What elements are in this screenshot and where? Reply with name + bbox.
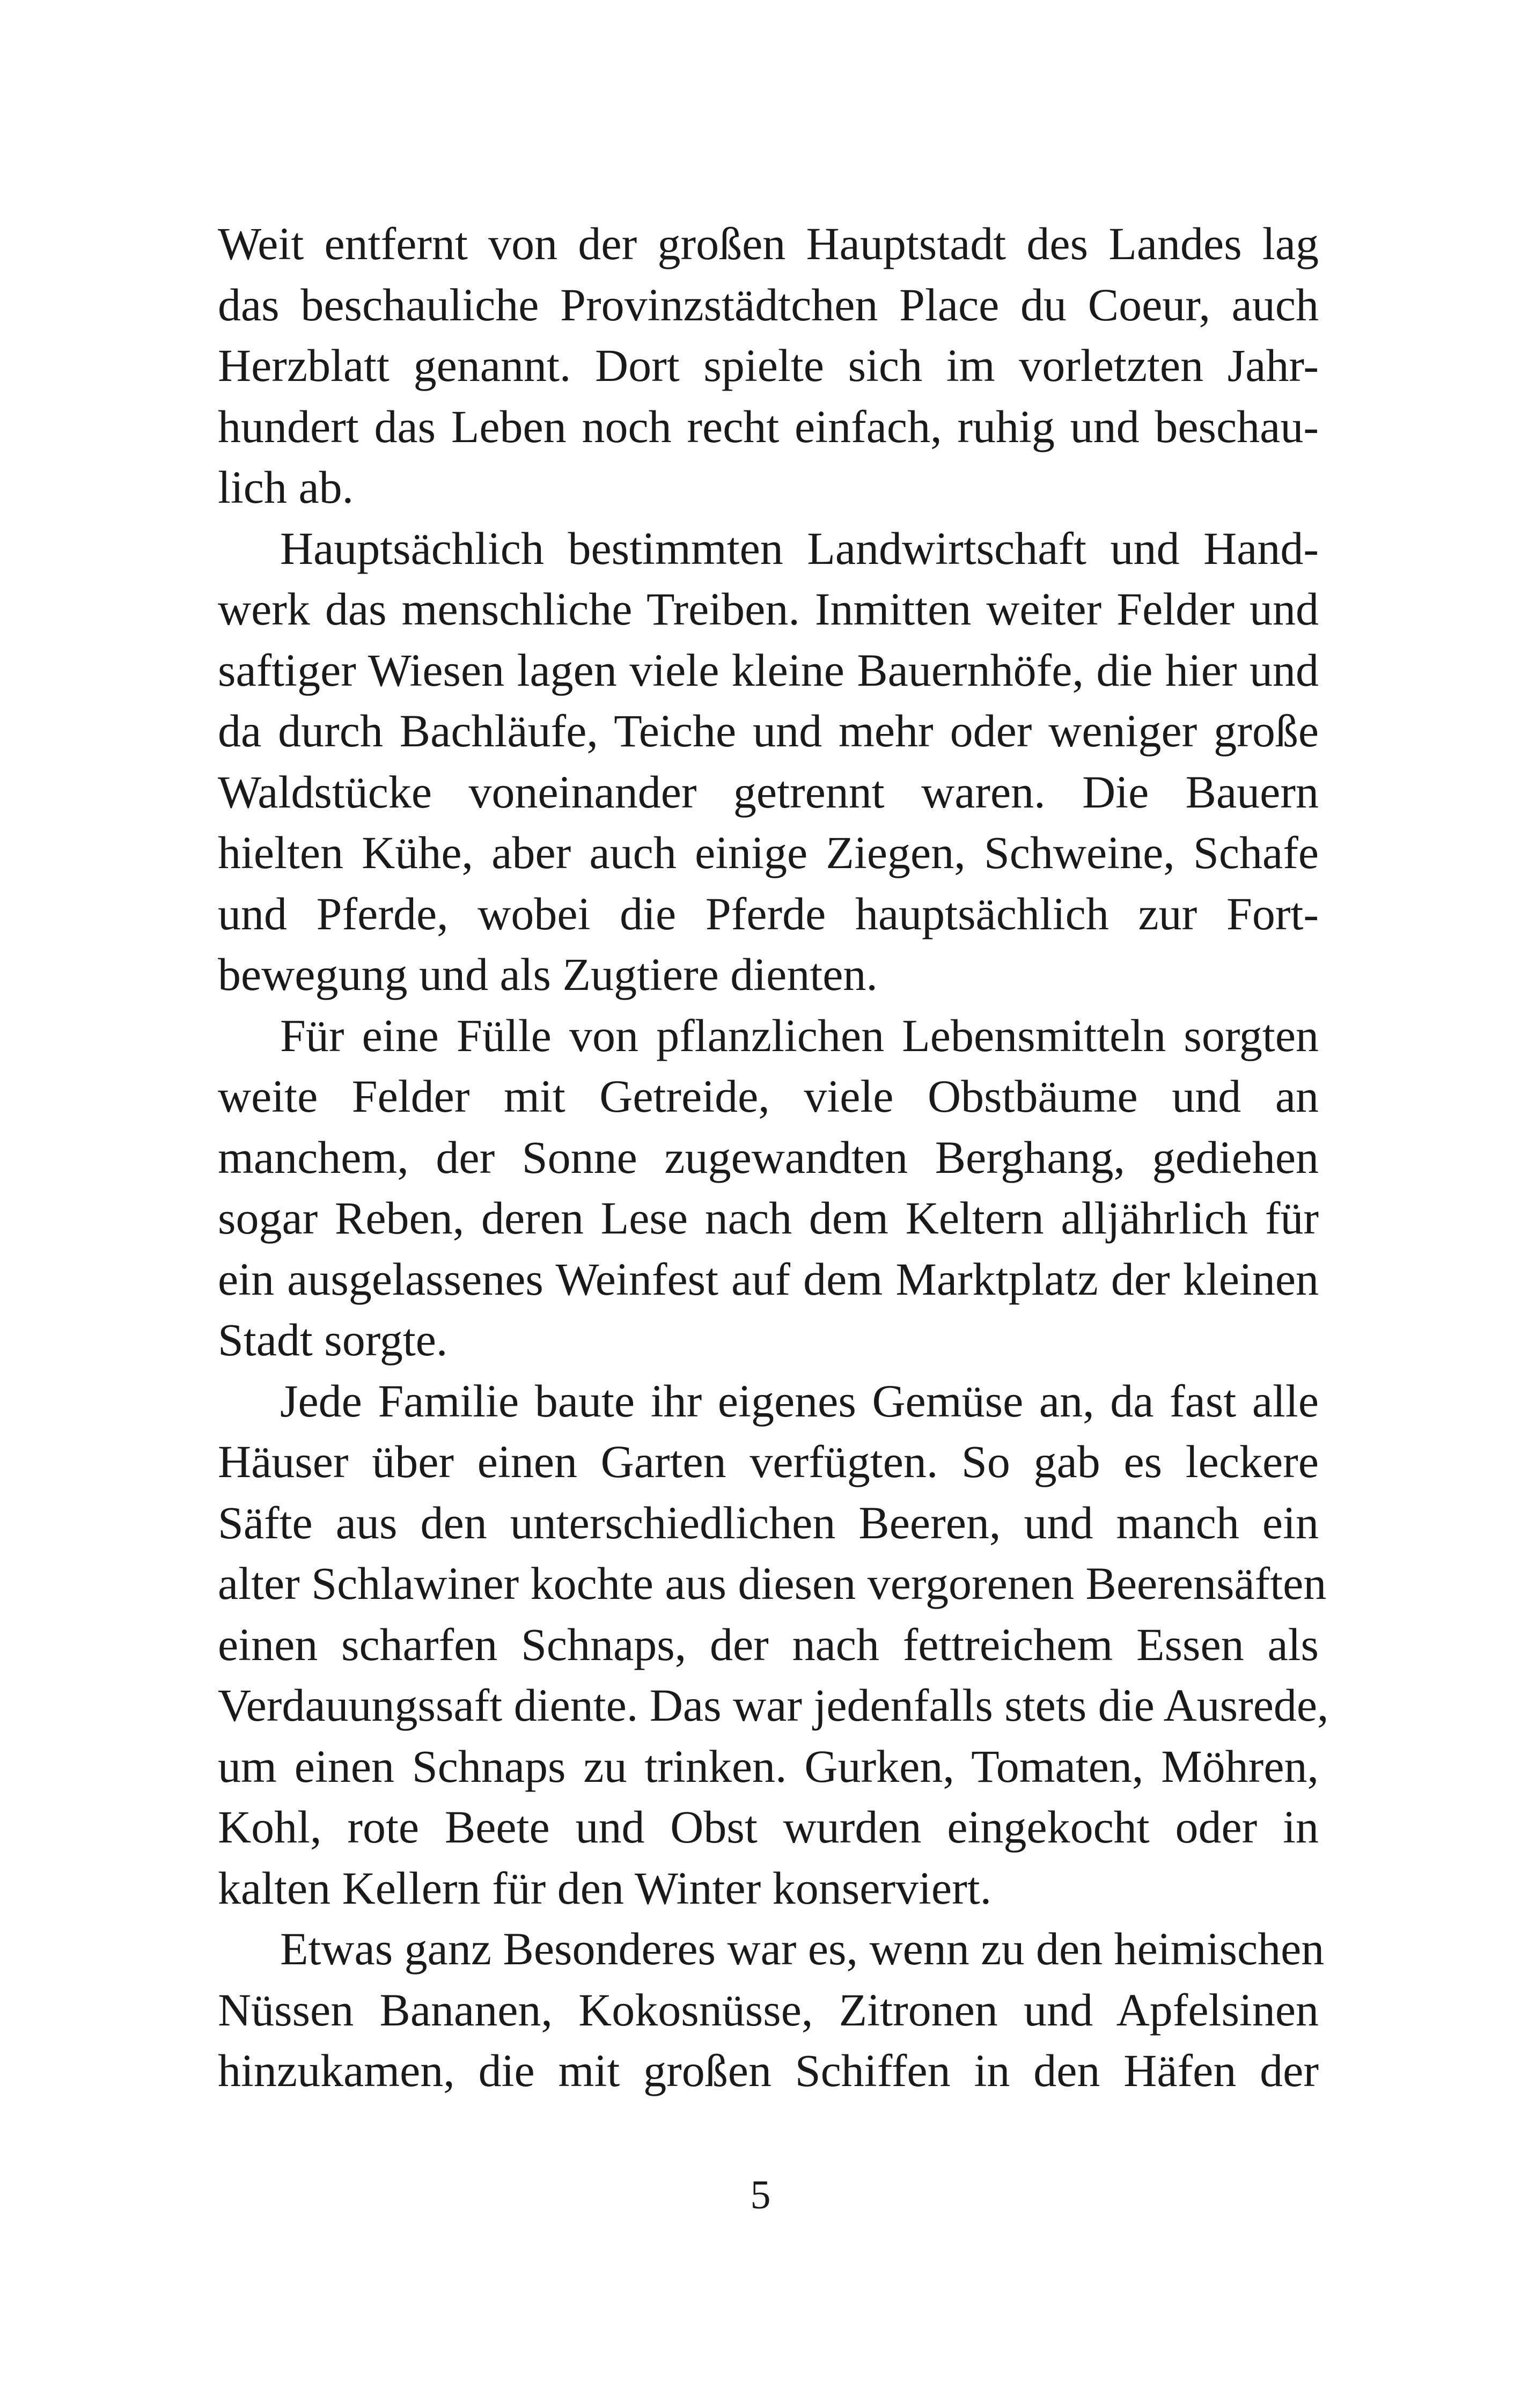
text-line: Nüssen Bananen, Kokosnüsse, Zitronen und Apfelsinen [218, 1984, 1319, 2036]
text-line: Herzblatt genannt. Dort spielte sich im vorletzten Jahr- [218, 340, 1319, 391]
text-line: werk das menschliche Treiben. Inmitten weiter Felder und [218, 583, 1319, 635]
paragraph [218, 518, 1319, 1005]
text-line: ein ausgelassenes Weinfest auf dem Marktplatz der kleinen [218, 1253, 1319, 1305]
text-line: Verdauungssaft diente. Das war jedenfalls stets die Ausrede, [218, 1679, 1329, 1731]
text-line: Kohl, rote Beete und Obst wurden eingekocht oder in [218, 1801, 1319, 1853]
text-line: manchem, der Sonne zugewandten Berghang, gediehen [218, 1131, 1319, 1183]
text-line: Säfte aus den unterschiedlichen Beeren, und manch ein [218, 1496, 1319, 1548]
text-line: und Pferde, wobei die Pferde hauptsächlich zur Fort- [218, 887, 1319, 939]
text-line: Stadt sorgte. [218, 1314, 448, 1365]
page-number: 5 [750, 2172, 771, 2218]
paragraph [218, 1005, 1319, 1371]
text-line: weite Felder mit Getreide, viele Obstbäume und an [218, 1070, 1319, 1122]
text-line: Jede Familie baute ihr eigenes Gemüse an, da fast alle [280, 1375, 1319, 1427]
text-line: Für eine Fülle von pflanzlichen Lebensmitteln sorgten [280, 1009, 1319, 1061]
text-line: das beschauliche Provinzstädtchen Place du Coeur, auch [218, 278, 1319, 331]
text-line: Hauptsächlich bestimmten Landwirtschaft und Hand- [280, 522, 1319, 574]
text-line: sogar Reben, deren Lese nach dem Keltern alljährlich für [218, 1192, 1319, 1244]
text-line: Waldstücke voneinander getrennt waren. Die Bauern [218, 766, 1319, 818]
text-line: saftiger Wiesen lagen viele kleine Bauernhöfe, die hier und [218, 644, 1319, 696]
text-line: Etwas ganz Besonderes war es, wenn zu den heimischen [280, 1923, 1325, 1974]
body-text [218, 214, 1329, 2102]
text-line: Weit entfernt von der großen Hauptstadt des Landes lag [218, 218, 1319, 269]
paragraph [218, 1919, 1325, 2102]
text-line: kalten Kellern für den Winter konserviert. [218, 1862, 992, 1914]
text-line: Häuser über einen Garten verfügten. So gab es leckere [218, 1436, 1319, 1487]
paragraph [218, 1371, 1329, 1919]
text-line: alter Schlawiner kochte aus diesen vergorenen Beerensäften [218, 1558, 1327, 1609]
text-line: hinzukamen, die mit großen Schiffen in den Häfen der [218, 2045, 1319, 2096]
text-line: da durch Bachläufe, Teiche und mehr oder weniger große [218, 705, 1319, 757]
text-line: um einen Schnaps zu trinken. Gurken, Tomaten, Möhren, [218, 1740, 1319, 1792]
text-line: einen scharfen Schnaps, der nach fettreichem Essen als [218, 1618, 1319, 1670]
text-line: bewegung und als Zugtiere dienten. [218, 949, 878, 1000]
text-line: hundert das Leben noch recht einfach, ruhig und beschau- [218, 400, 1319, 452]
text-line: lich ab. [218, 461, 354, 513]
text-line: hielten Kühe, aber auch einige Ziegen, Schweine, Schafe [218, 827, 1319, 878]
paragraph [218, 214, 1319, 518]
